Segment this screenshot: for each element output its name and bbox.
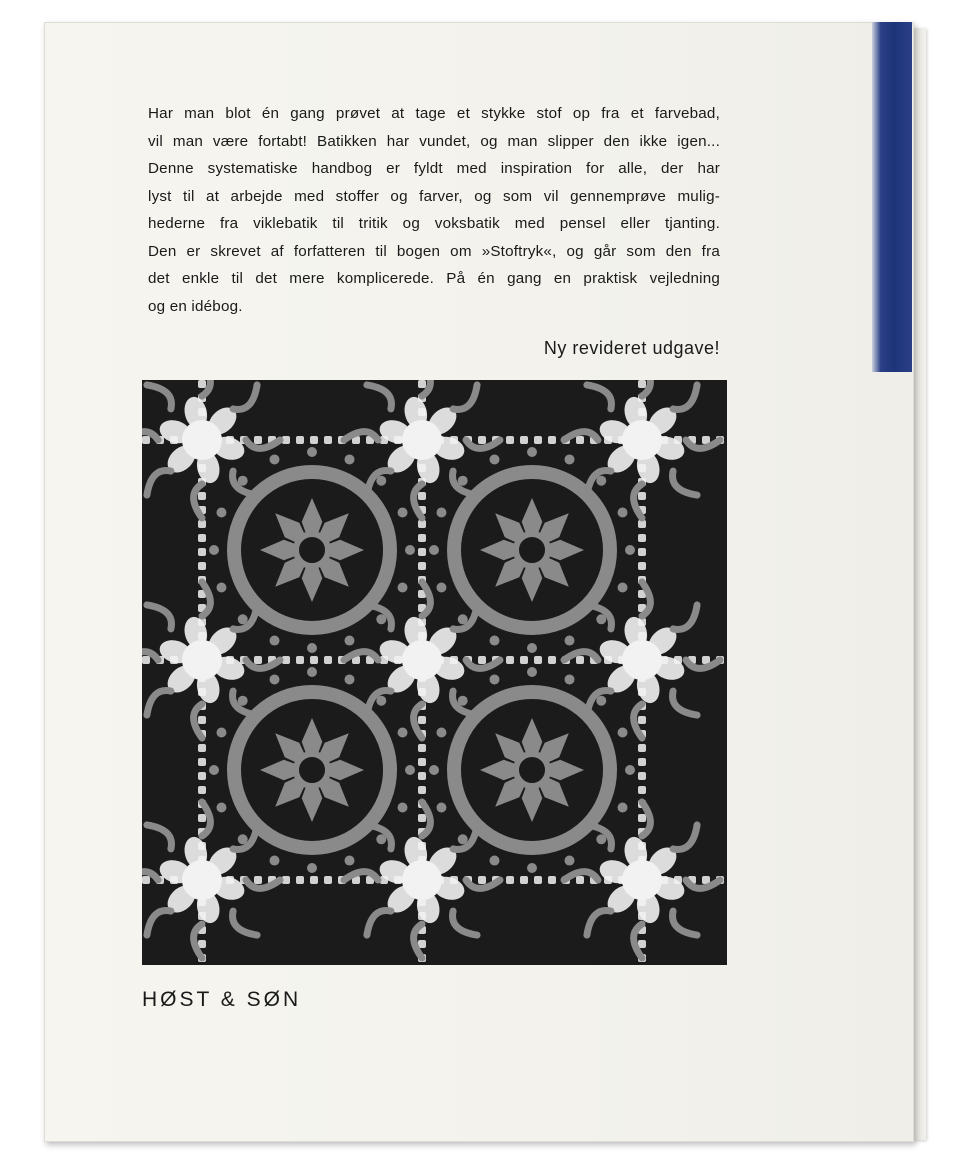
blurb-line: Denne systematiske handbog er fyldt med inspiration for alle, der har (148, 160, 720, 177)
blurb-line: vil man være fortabt! Batikken har vundet, og man slipper den ikke igen... (148, 132, 720, 150)
spine-blue-strip (872, 22, 912, 372)
blurb-line: hederne fra viklebatik til tritik og voksbatik med pensel eller tjanting. (148, 215, 720, 232)
blurb-line: og en idébog. (148, 297, 243, 315)
book-page-edge (912, 28, 926, 1140)
publisher-name: HØST & SØN (142, 988, 302, 1011)
blurb-line: Den er skrevet af forfatteren til bogen om »Stoftryk«, og går som den fra (148, 242, 720, 260)
blurb-line: Har man blot én gang prøvet at tage et stykke stof op fra et farvebad, (148, 105, 720, 122)
blurb-line: det enkle til det mere komplicerede. På én gang en praktisk vejledning (148, 270, 720, 287)
blurb-text (148, 100, 720, 320)
edition-tagline: Ny revideret udgave! (543, 338, 720, 358)
batik-textile-photo (142, 380, 727, 965)
blurb-line: lyst til at arbejde med stoffer og farver, og som vil gennemprøve mulig- (148, 187, 720, 205)
